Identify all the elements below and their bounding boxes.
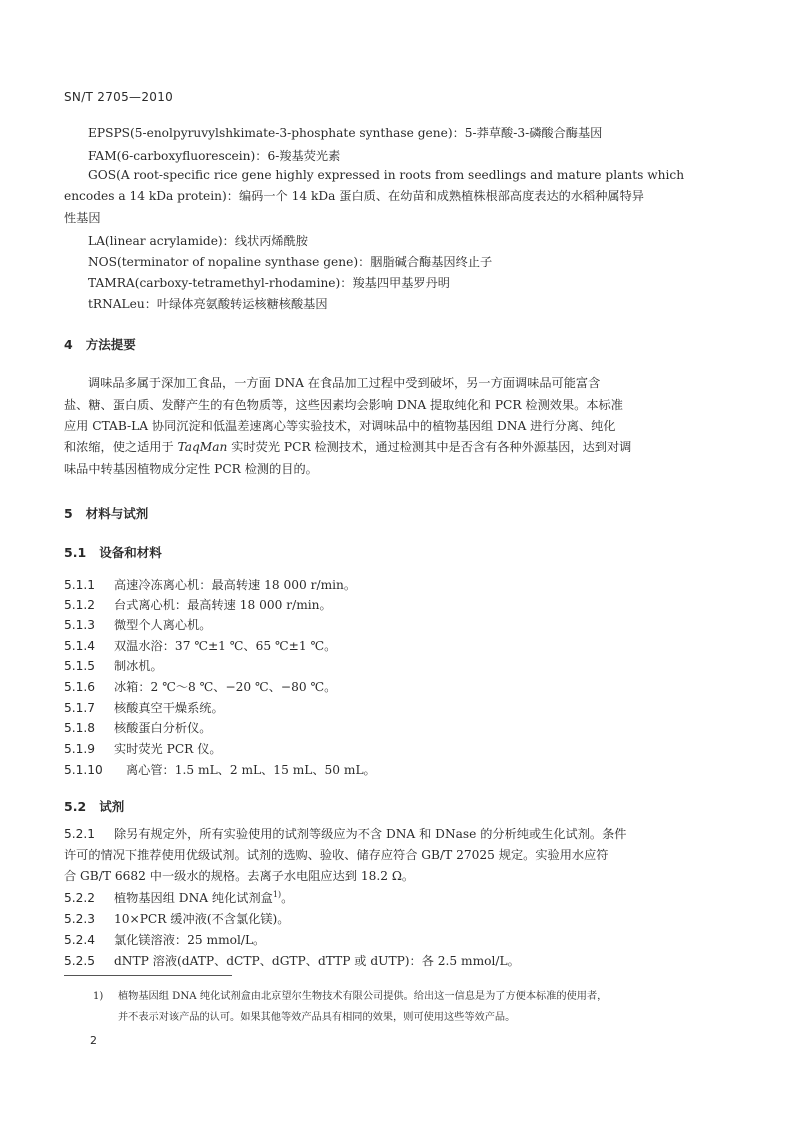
section-5-heading bbox=[64, 504, 148, 522]
section-4-line-3: 应用 CTAB-LA 协同沉淀和低温差速离心等实验技术，对调味品中的植物基因组 DNA 进行分离、纯化 bbox=[64, 419, 616, 433]
footnote-line-1 bbox=[93, 990, 607, 1004]
item-text: 除另有规定外，所有实验使用的试剂等级应为不含 DNA 和 DNase 的分析纯或生化试剂。条件 bbox=[114, 827, 627, 841]
item-number: 5.2.4 bbox=[64, 933, 96, 947]
item-text: 核酸蛋白分析仪。 bbox=[114, 721, 212, 735]
list-item bbox=[64, 658, 163, 674]
footnote-ref[interactable]: 1) bbox=[272, 889, 282, 899]
item-number: 5.2.1 bbox=[64, 827, 96, 841]
line-4-text-b: 实时荧光 PCR 检测技术，通过检测其中是否含有各种外源基因，达到对调 bbox=[227, 440, 632, 454]
item-number: 5.1.7 bbox=[64, 701, 96, 715]
section-5-2-title: 试剂 bbox=[99, 799, 125, 814]
abbrev-nos: NOS(terminator of nopaline synthase gene)：胭脂碱合酶基因终止子 bbox=[88, 255, 493, 269]
item-text: 核酸真空干燥系统。 bbox=[114, 701, 224, 715]
list-item bbox=[64, 617, 212, 633]
item-text: 植物基因组 DNA 纯化试剂盒 bbox=[114, 891, 273, 905]
abbrev-gos-cont: encodes a 14 kDa protein)：编码一个 14 kDa 蛋白质、在幼苗和成熟植株根部高度表达的水稻种属特异 bbox=[64, 189, 644, 203]
section-5-title: 材料与试剂 bbox=[85, 506, 149, 521]
abbrev-gos: GOS(A root-specific rice gene highly expressed in roots from seedlings and mature plants which bbox=[88, 168, 685, 182]
section-4-line-2: 盐、糖、蛋白质、发酵产生的有色物质等，这些因素均会影响 DNA 提取纯化和 PCR 检测效果。本标准 bbox=[64, 398, 623, 412]
item-text: 制冰机。 bbox=[114, 659, 163, 673]
list-item bbox=[64, 638, 336, 654]
list-item bbox=[64, 700, 224, 716]
abbrev-fam: FAM(6-carboxyfluorescein)：6-羧基荧光素 bbox=[88, 149, 341, 163]
item-text: 10×PCR 缓冲液(不含氯化镁)。 bbox=[114, 912, 290, 926]
item-number: 5.1.9 bbox=[64, 742, 96, 756]
footnote-divider bbox=[64, 975, 232, 976]
section-5-1-heading bbox=[64, 543, 162, 561]
item-number: 5.1.8 bbox=[64, 721, 96, 735]
item-text: dNTP 溶液(dATP、dCTP、dGTP、dTTP 或 dUTP)：各 2.5 mmol/L。 bbox=[114, 954, 520, 968]
list-item bbox=[64, 720, 212, 736]
list-item bbox=[64, 577, 356, 593]
section-4-number: 4 bbox=[64, 337, 73, 352]
page-number: 2 bbox=[90, 1034, 97, 1047]
item-5-2-1-line-2: 许可的情况下推荐使用优级试剂。试剂的选购、验收、储存应符合 GB/T 27025 规定。实验用水应符 bbox=[64, 848, 609, 862]
section-4-line-4 bbox=[64, 439, 631, 455]
list-item bbox=[64, 911, 290, 927]
section-5-1-title: 设备和材料 bbox=[99, 545, 162, 560]
list-item bbox=[64, 953, 520, 969]
list-item bbox=[64, 679, 336, 695]
item-text: 台式离心机：最高转速 18 000 r/min。 bbox=[114, 598, 332, 612]
abbrev-tamra: TAMRA(carboxy-tetramethyl-rhodamine)：羧基四甲基罗丹明 bbox=[88, 276, 450, 290]
footnote-text: 植物基因组 DNA 纯化试剂盒由北京望尔生物技术有限公司提供。给出这一信息是为了方便本标准的使用者， bbox=[118, 991, 608, 1002]
item-number: 5.1.3 bbox=[64, 618, 96, 632]
line-4-text-a: 和浓缩，使之适用于 bbox=[64, 440, 178, 454]
item-5-2-1-line-1 bbox=[64, 826, 626, 842]
list-item bbox=[64, 597, 332, 613]
abbrev-epsps: EPSPS(5-enolpyruvylshkimate-3-phosphate synthase gene)：5-莽草酸-3-磷酸合酶基因 bbox=[88, 126, 603, 140]
item-5-2-1-line-3: 合 GB/T 6682 中一级水的规格。去离子水电阻应达到 18.2 Ω。 bbox=[64, 869, 415, 883]
item-text: 氯化镁溶液：25 mmol/L。 bbox=[114, 933, 266, 947]
section-4-heading bbox=[64, 335, 136, 353]
standard-number: SN/T 2705—2010 bbox=[64, 90, 174, 104]
item-number: 5.2.2 bbox=[64, 891, 96, 905]
item-text: 实时荧光 PCR 仪。 bbox=[114, 742, 222, 756]
section-4-line-1: 调味品多属于深加工食品，一方面 DNA 在食品加工过程中受到破坏，另一方面调味品可能富含 bbox=[88, 376, 601, 390]
footnote-marker: 1) bbox=[93, 991, 104, 1002]
list-item bbox=[64, 932, 265, 948]
abbrev-la: LA(linear acrylamide)：线状丙烯酰胺 bbox=[88, 234, 308, 248]
item-text: 离心管：1.5 mL、2 mL、15 mL、50 mL。 bbox=[126, 763, 376, 777]
abbrev-trnaleu: tRNALeu：叶绿体亮氨酸转运核糖核酸基因 bbox=[88, 297, 328, 311]
section-5-2-number: 5.2 bbox=[64, 799, 87, 814]
item-number: 5.1.1 bbox=[64, 578, 96, 592]
item-number: 5.1.5 bbox=[64, 659, 96, 673]
section-5-1-number: 5.1 bbox=[64, 545, 87, 560]
section-5-number: 5 bbox=[64, 506, 73, 521]
list-item bbox=[64, 741, 222, 757]
taqman-text: TaqMan bbox=[177, 440, 228, 454]
item-text-end: 。 bbox=[281, 891, 294, 905]
item-number: 5.1.6 bbox=[64, 680, 96, 694]
list-item bbox=[64, 890, 293, 906]
section-4-line-5: 味品中转基因植物成分定性 PCR 检测的目的。 bbox=[64, 462, 318, 476]
item-number: 5.1.2 bbox=[64, 598, 96, 612]
abbrev-gos-cont2: 性基因 bbox=[64, 211, 101, 225]
item-text: 微型个人离心机。 bbox=[114, 618, 212, 632]
item-number: 5.2.3 bbox=[64, 912, 96, 926]
item-text: 冰箱：2 ℃～8 ℃、−20 ℃、−80 ℃。 bbox=[114, 680, 337, 694]
list-item bbox=[64, 762, 376, 778]
item-text: 高速冷冻离心机：最高转速 18 000 r/min。 bbox=[114, 578, 357, 592]
section-5-2-heading bbox=[64, 797, 124, 815]
item-number: 5.1.10 bbox=[64, 763, 103, 777]
item-text: 双温水浴：37 ℃±1 ℃、65 ℃±1 ℃。 bbox=[114, 639, 337, 653]
item-number: 5.1.4 bbox=[64, 639, 96, 653]
section-4-title: 方法提要 bbox=[85, 337, 136, 352]
footnote-line-2: 并不表示对该产品的认可。如果其他等效产品具有相同的效果，则可使用这些等效产品。 bbox=[118, 1012, 516, 1023]
item-number: 5.2.5 bbox=[64, 954, 96, 968]
